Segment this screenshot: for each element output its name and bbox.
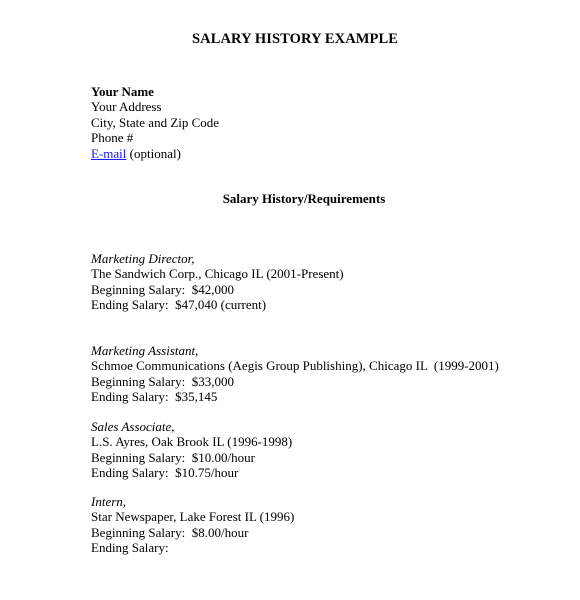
job-ending-salary: Ending Salary: $35,145 xyxy=(91,389,218,405)
job-employer: Star Newspaper, Lake Forest IL (1996) xyxy=(91,509,295,525)
job-beginning-salary: Beginning Salary: $42,000 xyxy=(91,281,234,297)
email-link[interactable]: E-mail xyxy=(91,145,127,161)
job-beginning-salary: Beginning Salary: $10.00/hour xyxy=(91,449,255,465)
job-beginning-salary: Beginning Salary: $33,000 xyxy=(91,373,234,389)
job-ending-salary: Ending Salary: xyxy=(91,540,169,556)
job-employer: Schmoe Communications (Aegis Group Publishing), Chicago IL (1999-2001) xyxy=(91,358,499,374)
job-role: Marketing Assistant, xyxy=(91,343,199,358)
document-title: SALARY HISTORY EXAMPLE xyxy=(191,31,399,47)
job-ending-salary: Ending Salary: $10.75/hour xyxy=(91,465,239,481)
section-heading: Salary History/Requirements xyxy=(222,191,386,206)
email-optional-note: (optional) xyxy=(126,145,181,161)
job-ending-salary: Ending Salary: $47,040 (current) xyxy=(91,297,267,313)
contact-phone: Phone # xyxy=(91,130,134,146)
job-beginning-salary: Beginning Salary: $8.00/hour xyxy=(91,524,249,540)
job-role: Intern, xyxy=(91,494,127,509)
job-employer: L.S. Ayres, Oak Brook IL (1996-1998) xyxy=(91,434,293,450)
job-entry xyxy=(91,494,294,556)
job-entry xyxy=(91,419,292,481)
contact-block xyxy=(91,84,219,161)
job-employer: The Sandwich Corp., Chicago IL (2001-Present) xyxy=(91,266,344,282)
contact-email-line xyxy=(91,146,219,161)
contact-name: Your Name xyxy=(91,84,154,99)
job-role: Sales Associate, xyxy=(91,419,175,434)
job-entry xyxy=(91,251,344,313)
contact-address: Your Address xyxy=(91,99,162,115)
job-role: Marketing Director, xyxy=(91,251,195,266)
job-entry xyxy=(91,343,499,405)
contact-city-state-zip: City, State and Zip Code xyxy=(91,114,220,130)
